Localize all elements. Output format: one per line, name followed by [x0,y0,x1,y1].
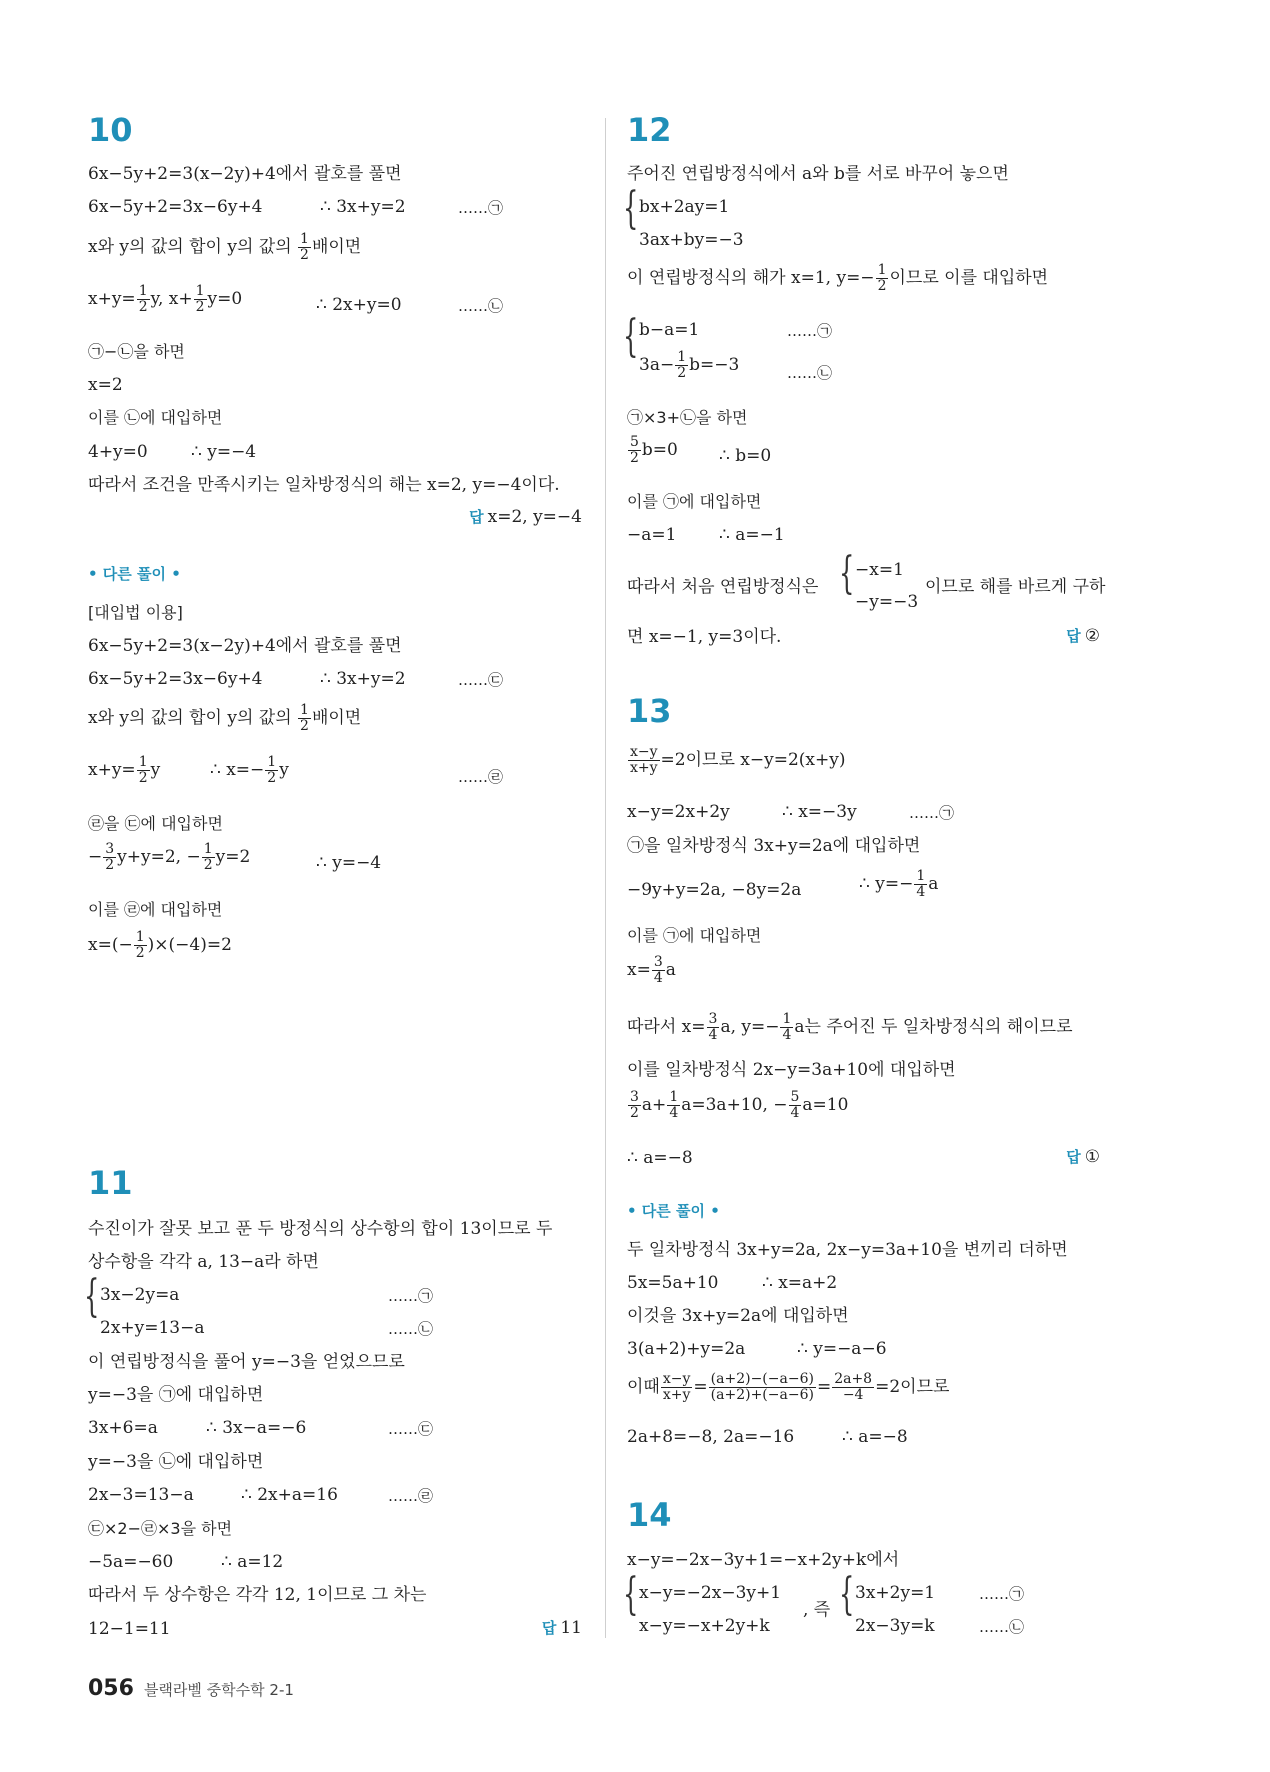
denominator: 2 [677,365,687,381]
equation [210,755,289,786]
text: = [693,1377,708,1397]
fraction [661,1372,693,1403]
answer [469,506,582,527]
equation: bx+2ay=1 [639,197,730,217]
fraction [709,1372,816,1403]
text-line: ㉢×2−㉣×3을 하면 [88,1519,233,1538]
equation: b−a=1 [639,320,700,340]
equation [627,1372,949,1403]
equation: ∴ b=0 [719,446,772,466]
equation-tag: ……㉣ [388,1487,434,1505]
text-line: 주어진 연립방정식에서 a와 b를 서로 바꾸어 놓으면 [627,164,1009,184]
numerator: 1 [267,754,277,770]
fraction [652,955,665,986]
text: a=3a+10, − [681,1095,788,1115]
page-footer [88,1676,294,1701]
fraction [265,755,278,786]
text: a=10 [802,1095,849,1115]
denominator: 4 [708,1027,718,1043]
text: a [928,874,939,894]
text: b=−3 [689,355,740,375]
text-line [627,1012,1073,1043]
text-line: [대입법 이용] [88,603,183,622]
equation-tag: ……㉠ [787,322,833,340]
denominator: 2 [300,247,309,263]
text: 따라서 x= [627,1017,706,1037]
text-line: 따라서 두 상수항은 각각 12, 1이므로 그 차는 [88,1585,427,1605]
text-line: 이를 ㉣에 대입하면 [88,900,223,919]
numerator: 3 [653,954,663,970]
numerator: (a+2)−(−a−6) [710,1371,814,1387]
fraction [298,232,311,263]
numerator: 1 [203,841,213,857]
fraction [675,350,688,381]
text: y+y=2, − [117,847,201,867]
denominator: −4 [842,1387,864,1403]
denominator: 2 [630,450,639,466]
denominator: (a+2)+(−a−6) [710,1387,814,1403]
equation: 6x−5y+2=3x−6y+4 [88,197,263,217]
text: a는 주어진 두 일차방정식의 해이므로 [794,1017,1073,1037]
equation: −a=1 [627,525,677,545]
equation: ∴ a=−8 [627,1148,693,1168]
alt-solution-heading: • 다른 풀이 • [88,565,181,583]
alt-solution-heading: • 다른 풀이 • [627,1202,720,1220]
text-line: 이 연립방정식을 풀어 y=−3을 얻었으므로 [88,1352,405,1372]
text-line: 이를 ㉠에 대입하면 [627,926,762,945]
equation: ∴ x=−3y [782,802,857,822]
equation: −5a=−60 [88,1552,174,1572]
denominator: x+y [662,1387,691,1403]
fraction [780,1012,793,1043]
equation: −y=−3 [855,592,919,612]
equation: ∴ a=−1 [719,525,785,545]
answer [1066,625,1100,646]
text: x=(− [88,935,133,955]
text: 이므로 이를 대입하면 [889,268,1049,288]
equation: ∴ x=a+2 [762,1273,838,1293]
text: y [279,760,289,780]
system-brace: { [623,183,639,234]
text: x와 y의 값의 합이 y의 값의 [88,237,292,257]
equation: 5x=5a+10 [627,1273,719,1293]
numerator: 1 [877,262,887,278]
text-line: 이를 ㉡에 대입하면 [88,408,223,427]
fraction [707,1012,720,1043]
equation: −x=1 [855,560,904,580]
fraction [628,1090,641,1121]
book-title: 블랙라벨 중학수학 2-1 [143,1681,294,1699]
text-line: 면 x=−1, y=3이다. [627,627,782,647]
answer [1066,1146,1100,1167]
text-line: 6x−5y+2=3(x−2y)+4에서 괄호를 풀면 [88,164,402,184]
system-brace: { [623,311,639,362]
text: x+y= [88,760,136,780]
equation: ∴ y=−4 [316,853,382,873]
equation: x=2 [88,375,123,395]
fraction [134,930,147,961]
numerator: 1 [782,1011,792,1027]
numerator: 1 [916,868,926,884]
problem-number: 10 [88,111,133,149]
numerator: 1 [300,702,309,718]
system-brace: { [84,1271,100,1322]
text: 배이면 [311,708,362,728]
fraction [667,1090,680,1121]
answer-label: 답 [469,508,484,526]
denominator: 2 [138,770,148,786]
numerator: 5 [790,1089,800,1105]
denominator: 2 [105,857,115,873]
text-line: 따라서 처음 연립방정식은 [627,577,819,597]
equation: 4+y=0 [88,442,148,462]
numerator: 1 [677,349,687,365]
numerator: x−y [662,1371,691,1387]
fraction [137,284,150,315]
equation: 3x+6=a [88,1418,158,1438]
answer-label: 답 [1066,627,1081,645]
equation: 3ax+by=−3 [639,230,744,250]
denominator: 2 [877,278,887,294]
column-divider [605,118,606,1638]
numerator: 1 [138,283,148,299]
answer-label: 답 [1066,1148,1081,1166]
text: x+y= [88,289,136,309]
text-line: 6x−5y+2=3(x−2y)+4에서 괄호를 풀면 [88,636,402,656]
denominator: 4 [790,1105,800,1121]
numerator: 1 [135,929,145,945]
denominator: 4 [916,884,926,900]
page-number: 056 [88,1676,134,1701]
equation-tag: ……㉠ [458,199,504,217]
text-line: 두 일차방정식 3x+y=2a, 2x−y=3a+10을 변끼리 더하면 [627,1240,1068,1260]
equation-tag: ……㉡ [787,364,833,382]
text-line: 상수항을 각각 a, 13−a라 하면 [88,1252,319,1272]
equation: 12−1=11 [88,1619,171,1639]
text-line: 이것을 3x+y=2a에 대입하면 [627,1306,849,1326]
problem-number: 14 [627,1496,672,1534]
equation-tag: ……㉢ [388,1420,434,1438]
fraction [194,284,207,315]
equation [627,745,845,776]
answer-value: ① [1084,1147,1100,1167]
text: 이 연립방정식의 해가 x=1, y=− [627,268,875,288]
problem-number: 11 [88,1164,133,1202]
text: x와 y의 값의 합이 y의 값의 [88,708,292,728]
text-line [88,232,361,263]
equation [639,350,739,381]
equation [88,755,160,786]
equation: x−y=−x+2y+k [639,1616,770,1636]
denominator: 2 [135,945,145,961]
text-line: ㉠을 일차방정식 3x+y=2a에 대입하면 [627,836,921,856]
equation [88,284,242,315]
fraction [914,869,927,900]
equation: ∴ a=−8 [842,1427,908,1447]
numerator: 3 [105,841,115,857]
equation: 2x−3y=k [855,1616,935,1636]
text: )×(−4)=2 [147,935,232,955]
text-line [627,263,1048,294]
answer-label: 답 [541,1619,557,1637]
text: a, y=− [720,1017,780,1037]
text: a+ [641,1095,667,1115]
text-line: 수진이가 잘못 보고 푼 두 방정식의 상수항의 합이 13이므로 두 [88,1219,553,1239]
equation [627,1090,848,1121]
numerator: 1 [669,1089,679,1105]
answer-value: x=2, y=−4 [487,507,582,527]
text-line: ㉠×3+㉡을 하면 [627,408,748,427]
answer-value: ② [1084,626,1100,646]
fraction [832,1372,874,1403]
numerator: 2a+8 [834,1371,873,1387]
text: = [816,1377,832,1397]
fraction [789,1090,802,1121]
text-line: 이를 ㉠에 대입하면 [627,492,762,511]
equation: −9y+y=2a, −8y=2a [627,880,802,900]
fraction [103,842,116,873]
numerator: 1 [138,754,148,770]
equation-tag: ……㉢ [458,671,504,689]
equation: x−y=−2x−3y+1 [639,1583,782,1603]
equation-tag: ……㉠ [979,1585,1025,1603]
equation-tag: ……㉠ [909,804,955,822]
problem-number: 12 [627,111,672,149]
equation: ∴ a=12 [221,1552,284,1572]
equation: 2a+8=−8, 2a=−16 [627,1427,795,1447]
system-brace: { [839,1569,855,1620]
numerator: 3 [708,1011,718,1027]
equation: x−y=2x+2y [627,802,730,822]
numerator: 1 [300,231,309,247]
text-line: y=−3을 ㉠에 대입하면 [88,1385,264,1405]
equation [859,869,938,900]
text-line: 이를 일차방정식 2x−y=3a+10에 대입하면 [627,1060,956,1080]
text-line: ㉠−㉡을 하면 [88,342,185,361]
problem-number: 13 [627,692,672,730]
text: 배이면 [311,237,362,257]
equation-tag: ……㉡ [388,1320,434,1338]
answer [542,1617,582,1638]
fraction [628,435,641,466]
text: 3a− [639,355,675,375]
equation-tag: ……㉡ [979,1618,1025,1636]
system-brace: { [623,1569,639,1620]
numerator: x−y [630,744,658,760]
fraction [876,263,889,294]
equation-tag: ……㉣ [458,768,504,786]
equation: 3x−2y=a [100,1285,180,1305]
text: =2이므로 [875,1377,950,1397]
answer-value: 11 [560,1618,582,1638]
denominator: 4 [782,1027,792,1043]
equation: ∴ y=−a−6 [797,1339,887,1359]
equation: ∴ 2x+y=0 [316,295,402,315]
equation [627,955,676,986]
equation: 2x−3=13−a [88,1485,194,1505]
text-line [88,703,361,734]
text: ∴ x=− [210,760,265,780]
equation: ∴ y=−4 [191,442,257,462]
text: =2이므로 x−y=2(x+y) [660,750,846,770]
equation: 3x+2y=1 [855,1583,936,1603]
text-line: 이므로 해를 바르게 구하 [925,577,1106,597]
equation: 3(a+2)+y=2a [627,1339,746,1359]
text: y=0 [207,289,243,309]
equation: ∴ 3x+y=2 [320,669,406,689]
equation [88,930,232,961]
text: y [150,760,161,780]
fraction [137,755,150,786]
denominator: 2 [203,857,213,873]
equation [627,435,678,466]
text-line: 따라서 조건을 만족시키는 일차방정식의 해는 x=2, y=−4이다. [88,475,560,495]
equation: ∴ 3x−a=−6 [206,1418,307,1438]
text-line: , 즉 [803,1600,831,1620]
text: b=0 [641,440,678,460]
equation: ∴ 3x+y=2 [320,197,406,217]
numerator: 5 [630,434,639,450]
denominator: x+y [630,760,658,776]
text: ∴ y=− [859,874,914,894]
text: y=2 [215,847,251,867]
denominator: 2 [195,299,205,315]
fraction [202,842,215,873]
text: x= [627,960,651,980]
denominator: 2 [300,718,309,734]
denominator: 4 [669,1105,679,1121]
system-brace: { [839,548,855,599]
numerator: 3 [630,1089,639,1105]
denominator: 2 [138,299,148,315]
equation: 2x+y=13−a [100,1318,205,1338]
equation [88,842,250,873]
equation: ∴ 2x+a=16 [241,1485,338,1505]
equation: 6x−5y+2=3x−6y+4 [88,669,263,689]
equation-tag: ……㉠ [388,1287,434,1305]
denominator: 2 [267,770,277,786]
text: 이때 [627,1377,660,1397]
text-line: x−y=−2x−3y+1=−x+2y+k에서 [627,1550,900,1570]
text-line: ㉣을 ㉢에 대입하면 [88,814,223,833]
text: y, x+ [150,289,193,309]
fraction [298,703,311,734]
denominator: 2 [630,1105,639,1121]
denominator: 4 [653,970,663,986]
text: − [88,847,103,867]
fraction [628,745,660,776]
text-line: y=−3을 ㉡에 대입하면 [88,1452,264,1472]
numerator: 1 [195,283,205,299]
equation-tag: ……㉡ [458,297,504,315]
text: a [665,960,676,980]
